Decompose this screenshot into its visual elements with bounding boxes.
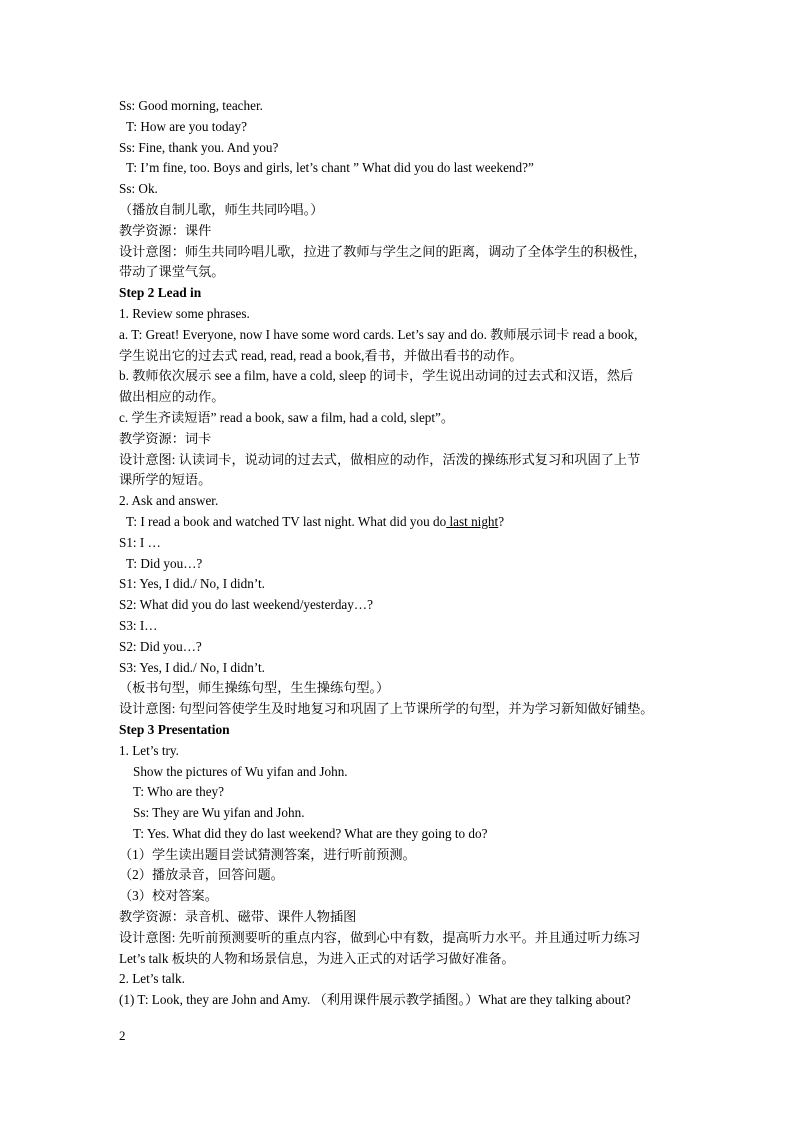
line-text: T: I read a book and watched TV last night. What did you do <box>126 513 447 529</box>
text-line <box>119 221 679 242</box>
line-text: c. 学生齐读短语” read a book, saw a film, had a cold, slept”。 <box>119 409 455 425</box>
line-text: T: Who are they? <box>133 784 225 800</box>
text-line <box>119 637 679 658</box>
text-line <box>119 325 679 346</box>
text-line <box>119 304 679 325</box>
text-line <box>119 179 679 200</box>
text-line <box>119 886 679 907</box>
text-line <box>119 595 679 616</box>
line-text-after: ? <box>498 513 505 529</box>
line-text: 1. Let’s try. <box>119 742 179 758</box>
section-heading <box>119 720 679 741</box>
line-text: 设计意图: 句型问答使学生及时地复习和巩固了上节课所学的句型，并为学习新知做好铺垫。 <box>119 701 654 717</box>
text-line <box>119 990 679 1011</box>
line-text: a. T: Great! Everyone, now I have some word cards. Let’s say and do. 教师展示词卡 read a book, <box>119 326 638 342</box>
text-line <box>119 366 679 387</box>
text-line <box>119 824 679 845</box>
line-text: Let’s talk 板块的人物和场景信息，为进入正式的对话学习做好准备。 <box>119 950 515 966</box>
line-text: 1. Review some phrases. <box>119 305 250 321</box>
line-text: （板书句型，师生操练句型，生生操练句型。） <box>119 680 390 696</box>
line-text: b. 教师依次展示 see a film, have a cold, sleep 的词卡，学生说出动词的过去式和汉语，然后 <box>119 368 634 384</box>
text-line <box>119 574 679 595</box>
text-line <box>119 512 679 533</box>
text-line <box>119 741 679 762</box>
text-line <box>119 616 679 637</box>
line-text: 教学资源：录音机、磁带、课件人物插图 <box>119 909 357 925</box>
text-line <box>119 803 679 824</box>
text-line <box>119 928 679 949</box>
text-line <box>119 262 679 283</box>
text-line <box>119 762 679 783</box>
underlined-text: last night <box>446 513 499 529</box>
line-text: Ss: Ok. <box>119 181 158 197</box>
text-line <box>119 346 679 367</box>
text-line <box>119 658 679 679</box>
text-line <box>119 699 679 720</box>
text-line <box>119 242 679 263</box>
text-line <box>119 429 679 450</box>
text-line <box>119 387 679 408</box>
text-line <box>119 96 679 117</box>
line-text: T: Did you…? <box>126 555 203 571</box>
text-line <box>119 200 679 221</box>
line-text: 设计意图：师生共同吟唱儿歌，拉进了教师与学生之间的距离，调动了全体学生的积极性， <box>119 243 647 259</box>
line-text: Step 2 Lead in <box>119 285 202 301</box>
text-line <box>119 158 679 179</box>
line-text: 学生说出它的过去式 read, read, read a book,看书，并做出看书的动作。 <box>119 347 523 363</box>
text-line <box>119 865 679 886</box>
line-text: S3: I… <box>119 617 158 633</box>
line-text: 教学资源：课件 <box>119 222 212 238</box>
page-number: 2 <box>119 1028 126 1043</box>
document-body <box>119 96 679 1011</box>
text-line <box>119 969 679 990</box>
text-line <box>119 450 679 471</box>
line-text: 2. Ask and answer. <box>119 493 219 509</box>
text-line <box>119 491 679 512</box>
line-text: T: How are you today? <box>126 118 247 134</box>
text-line <box>119 138 679 159</box>
line-text: S3: Yes, I did./ No, I didn’t. <box>119 659 265 675</box>
line-text: 设计意图: 认读词卡，说动词的过去式，做相应的动作，活泼的操练形式复习和巩固了上节 <box>119 451 641 467</box>
text-line <box>119 533 679 554</box>
text-line <box>119 907 679 928</box>
line-text: S1: Yes, I did./ No, I didn’t. <box>119 576 265 592</box>
line-text: （播放自制儿歌，师生共同吟唱。） <box>119 201 324 217</box>
line-text: （3）校对答案。 <box>119 888 218 904</box>
line-text: 带动了课堂气氛。 <box>119 264 225 280</box>
line-text: （1）学生读出题目尝试猜测答案，进行听前预测。 <box>119 846 416 862</box>
line-text: Ss: Fine, thank you. And you? <box>119 139 279 155</box>
text-line <box>119 470 679 491</box>
line-text: 2. Let’s talk. <box>119 971 185 987</box>
line-text: Ss: Good morning, teacher. <box>119 98 263 113</box>
line-text: S1: I … <box>119 534 161 550</box>
text-line <box>119 554 679 575</box>
text-line <box>119 949 679 970</box>
line-text: 教学资源：词卡 <box>119 430 212 446</box>
line-text: S2: What did you do last weekend/yesterday…? <box>119 597 373 613</box>
text-line <box>119 845 679 866</box>
line-text: Step 3 Presentation <box>119 721 230 737</box>
line-text: 设计意图: 先听前预测要听的重点内容，做到心中有数，提高听力水平。并且通过听力练习 <box>119 929 641 945</box>
line-text: (1) T: Look, they are John and Amy. （利用课件展示教学插图。）What are they talking about? <box>119 992 631 1008</box>
line-text: Ss: They are Wu yifan and John. <box>133 805 305 821</box>
text-line <box>119 408 679 429</box>
line-text: Show the pictures of Wu yifan and John. <box>133 763 348 779</box>
line-text: （2）播放录音，回答问题。 <box>119 867 284 883</box>
text-line <box>119 782 679 803</box>
line-text: S2: Did you…? <box>119 638 202 654</box>
text-line <box>119 117 679 138</box>
line-text: 做出相应的动作。 <box>119 389 225 405</box>
line-text: 课所学的短语。 <box>119 472 212 488</box>
text-line <box>119 678 679 699</box>
section-heading <box>119 283 679 304</box>
line-text: T: Yes. What did they do last weekend? What are they going to do? <box>133 825 488 841</box>
line-text: T: I’m fine, too. Boys and girls, let’s chant ” What did you do last weekend?” <box>126 160 534 176</box>
